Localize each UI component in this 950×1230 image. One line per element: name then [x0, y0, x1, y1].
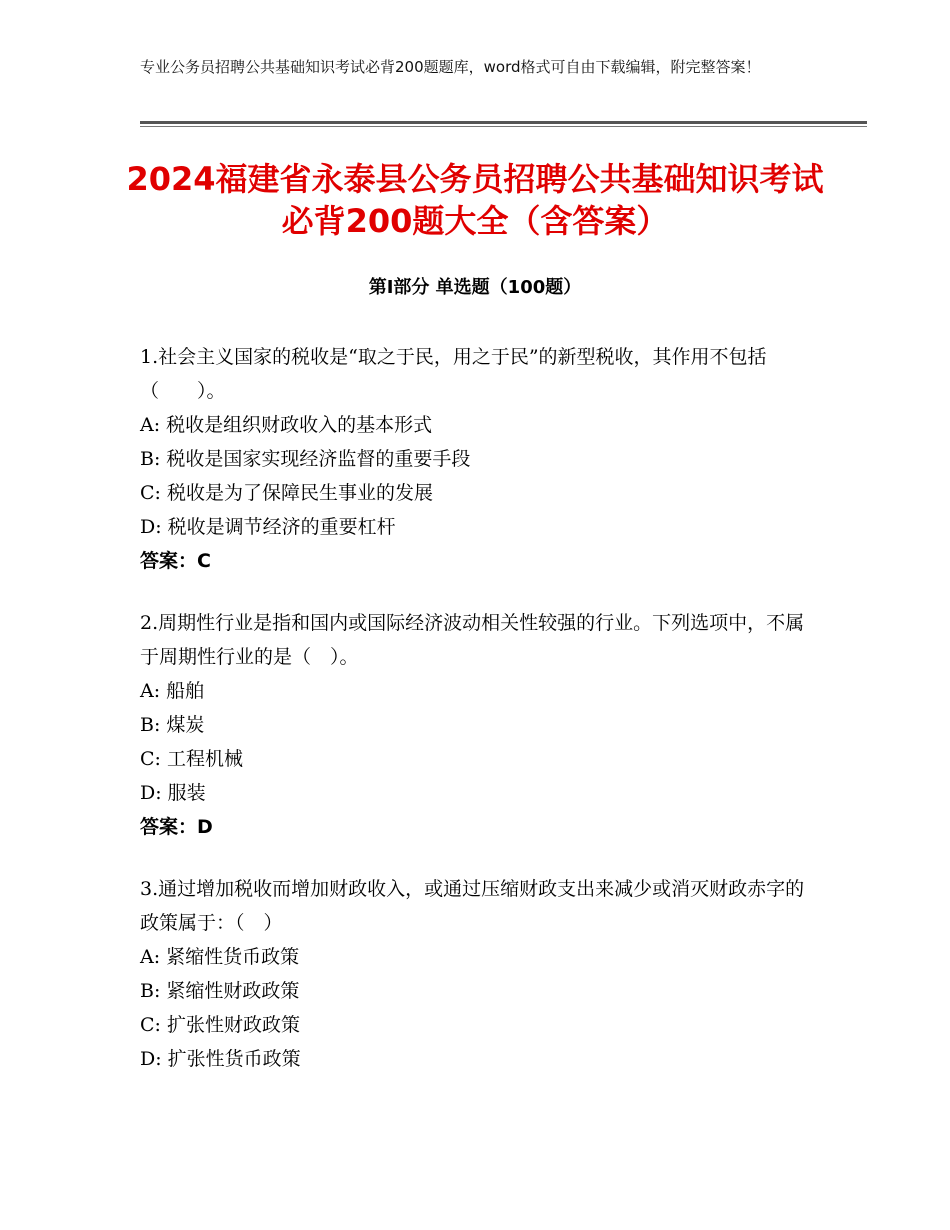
option-b: B: 煤炭: [140, 714, 205, 736]
question-1: [140, 340, 820, 578]
question-2: [140, 606, 820, 844]
option-b: B: 税收是国家实现经济监督的重要手段: [140, 448, 471, 470]
option-c: C: 税收是为了保障民生事业的发展: [140, 482, 433, 504]
document-title: 2024福建省永泰县公务员招聘公共基础知识考试必背200题大全（含答案）: [126, 160, 824, 240]
header-rule-thick: [140, 121, 867, 124]
answer-text: 答案：C: [140, 550, 211, 572]
option-d: D: 扩张性货币政策: [140, 1048, 301, 1070]
header-note: 专业公务员招聘公共基础知识考试必背200题题库，word格式可自由下载编辑，附完整答案！: [140, 58, 761, 76]
option-c: C: 工程机械: [140, 748, 243, 770]
option-b: B: 紧缩性财政政策: [140, 980, 300, 1002]
header-rule-thin: [140, 126, 867, 127]
option-a: A: 船舶: [140, 680, 205, 702]
question-stem: 3.通过增加税收而增加财政收入，或通过压缩财政支出来减少或消灭财政赤字的政策属于：（ ）: [140, 878, 805, 934]
question-stem: 1.社会主义国家的税收是“取之于民，用之于民”的新型税收，其作用不包括（ ）。: [140, 346, 767, 402]
answer-text: 答案：D: [140, 816, 213, 838]
question-list: [140, 340, 820, 1104]
option-c: C: 扩张性财政政策: [140, 1014, 300, 1036]
option-a: A: 紧缩性货币政策: [140, 946, 300, 968]
section-title: 第Ⅰ部分 单选题（100题）: [368, 277, 582, 298]
question-stem: 2.周期性行业是指和国内或国际经济波动相关性较强的行业。下列选项中，不属于周期性行业的是（ ）。: [140, 612, 805, 668]
question-3: [140, 872, 820, 1076]
option-a: A: 税收是组织财政收入的基本形式: [140, 414, 433, 436]
option-d: D: 服装: [140, 782, 206, 804]
option-d: D: 税收是调节经济的重要杠杆: [140, 516, 396, 538]
